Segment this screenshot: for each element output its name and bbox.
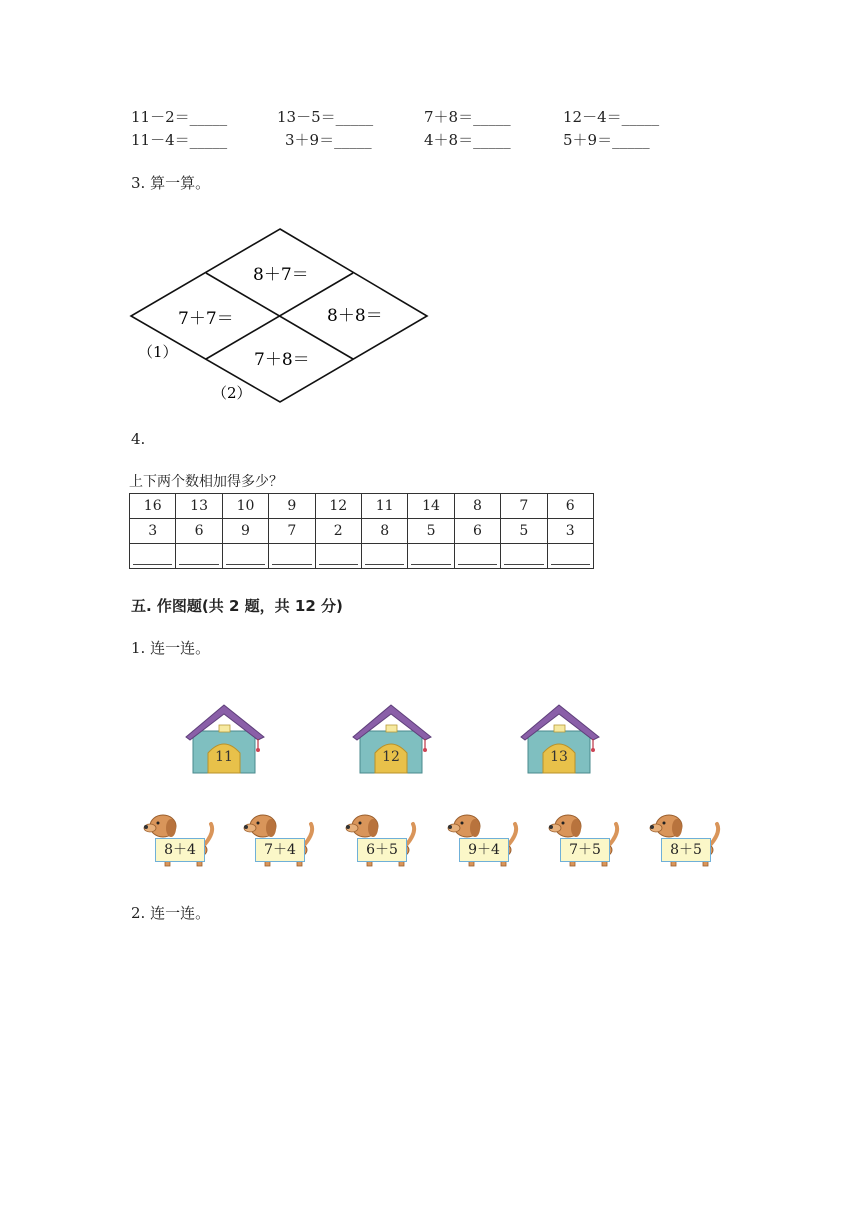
table-cell: 2 xyxy=(315,519,361,544)
table-cell: 7 xyxy=(501,494,547,519)
dog-icon[interactable] xyxy=(141,810,217,872)
dog-icon[interactable] xyxy=(343,810,419,872)
diamond-bottom-equation: 7＋8＝ xyxy=(254,350,310,370)
answer-cell[interactable] xyxy=(361,544,407,569)
question-5-1-title: 1. 连一连。 xyxy=(131,639,211,657)
dog-sign: 7＋4 xyxy=(255,838,305,862)
table-row-bottom xyxy=(130,519,594,544)
table-cell: 10 xyxy=(222,494,268,519)
dog-house-icon[interactable] xyxy=(519,703,601,779)
diamond-diagram xyxy=(120,222,440,412)
equation-2-1: 11－4＝_____ xyxy=(131,131,228,149)
answer-cell[interactable] xyxy=(315,544,361,569)
table-cell: 13 xyxy=(176,494,222,519)
answer-cell[interactable] xyxy=(454,544,500,569)
table-cell: 5 xyxy=(408,519,454,544)
answer-cell[interactable] xyxy=(408,544,454,569)
equation-2-2: 3＋9＝_____ xyxy=(285,131,372,149)
answer-cell[interactable] xyxy=(130,544,176,569)
house-number: 11 xyxy=(215,749,233,765)
answer-cell[interactable] xyxy=(547,544,593,569)
table-cell: 14 xyxy=(408,494,454,519)
question-3-title: 3. 算一算。 xyxy=(131,174,211,192)
question-5-2-title: 2. 连一连。 xyxy=(131,904,211,922)
diamond-top-equation: 8＋7＝ xyxy=(253,265,309,285)
table-cell: 9 xyxy=(269,494,315,519)
question-4-instruction: 上下两个数相加得多少？ xyxy=(129,474,283,490)
table-cell: 7 xyxy=(269,519,315,544)
dog-icon[interactable] xyxy=(647,810,723,872)
dog-sign: 7＋5 xyxy=(560,838,610,862)
answer-cell[interactable] xyxy=(176,544,222,569)
section-5-heading: 五. 作图题(共 2 题，共 12 分) xyxy=(131,597,343,615)
dog-sign: 8＋4 xyxy=(155,838,205,862)
table-cell: 8 xyxy=(361,519,407,544)
diamond-right-equation: 8＋8＝ xyxy=(327,306,383,326)
equation-2-4: 5＋9＝_____ xyxy=(563,131,650,149)
table-cell: 6 xyxy=(176,519,222,544)
table-cell: 16 xyxy=(130,494,176,519)
equation-2-3: 4＋8＝_____ xyxy=(424,131,511,149)
table-cell: 6 xyxy=(454,519,500,544)
table-cell: 3 xyxy=(547,519,593,544)
table-cell: 12 xyxy=(315,494,361,519)
equation-1-1: 11－2＝_____ xyxy=(131,108,228,126)
equation-1-3: 7＋8＝_____ xyxy=(424,108,511,126)
dog-sign: 9＋4 xyxy=(459,838,509,862)
dog-house-icon[interactable] xyxy=(351,703,433,779)
dog-sign: 8＋5 xyxy=(661,838,711,862)
dog-icon[interactable] xyxy=(241,810,317,872)
table-row-answers xyxy=(130,544,594,569)
table-cell: 5 xyxy=(501,519,547,544)
equation-1-2: 13－5＝_____ xyxy=(277,108,374,126)
table-cell: 9 xyxy=(222,519,268,544)
dog-house-icon[interactable] xyxy=(184,703,266,779)
answer-cell[interactable] xyxy=(501,544,547,569)
sum-table xyxy=(129,493,594,569)
answer-cell[interactable] xyxy=(222,544,268,569)
table-row-top xyxy=(130,494,594,519)
table-cell: 11 xyxy=(361,494,407,519)
diamond-label-2: （2） xyxy=(212,384,252,402)
house-number: 12 xyxy=(382,749,400,765)
dog-icon[interactable] xyxy=(445,810,521,872)
answer-cell[interactable] xyxy=(269,544,315,569)
table-cell: 3 xyxy=(130,519,176,544)
dog-icon[interactable] xyxy=(546,810,622,872)
table-cell: 6 xyxy=(547,494,593,519)
equation-1-4: 12－4＝_____ xyxy=(563,108,660,126)
diamond-left-equation: 7＋7＝ xyxy=(178,309,234,329)
house-number: 13 xyxy=(550,749,568,765)
dog-sign: 6＋5 xyxy=(357,838,407,862)
question-4-number: 4. xyxy=(131,430,146,448)
table-cell: 8 xyxy=(454,494,500,519)
diamond-label-1: （1） xyxy=(138,343,178,361)
